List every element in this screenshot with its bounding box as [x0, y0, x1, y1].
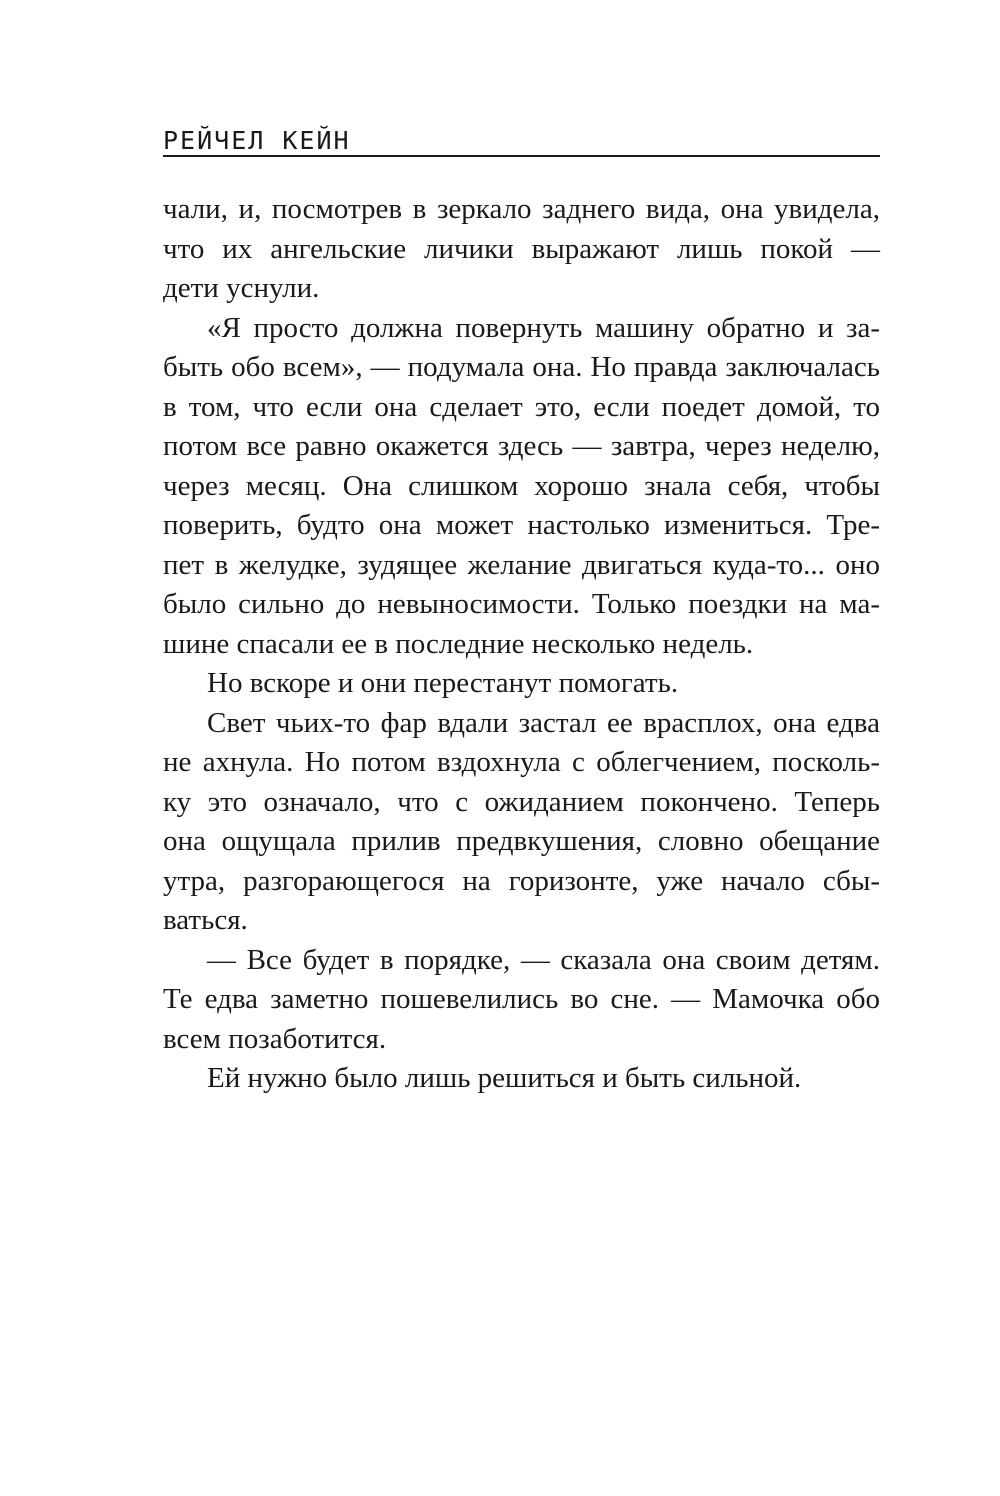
text-line: Но вскоре и они перестанут помогать. [207, 667, 679, 699]
body-text [163, 190, 880, 1099]
text-line: чали, и, посмотрев в зеркало заднего вида, она увидела, [163, 193, 880, 225]
running-header-author: РЕЙЧЕЛ КЕЙН [163, 126, 351, 155]
text-line: Свет чьих-то фар вдали застал ее врасплох, она едва [207, 706, 880, 739]
paragraph [163, 190, 880, 309]
paragraph [163, 309, 880, 665]
paragraph [163, 704, 880, 941]
text-line: через месяц. Она слишком хорошо знала себя, чтобы [163, 469, 880, 502]
text-line: поверить, будто она может настолько измениться. Тре- [163, 509, 880, 541]
paragraph [163, 1059, 880, 1099]
text-line: дети уснули. [163, 272, 320, 304]
text-line: Те едва заметно пошевелились во сне. — Мамочка обо [163, 983, 880, 1015]
text-line: быть обо всем», — подумала она. Но правда заключалась [163, 351, 880, 383]
text-line: не ахнула. Но потом вздохнула с облегчением, посколь- [163, 746, 880, 778]
text-line: ваться. [163, 904, 248, 936]
text-line: Ей нужно было лишь решиться и быть сильной. [207, 1062, 802, 1094]
text-line: «Я просто должна повернуть машину обратно и за- [207, 311, 880, 344]
text-line: пет в желудке, зудящее желание двигаться куда-то... оно [163, 548, 880, 581]
text-line: утра, разгорающегося на горизонте, уже начало сбы- [163, 864, 880, 897]
text-line: потом все равно окажется здесь — завтра, через неделю, [163, 430, 880, 462]
text-line: всем позаботится. [163, 1022, 387, 1055]
text-line: что их ангельские личики выражают лишь покой — [163, 232, 880, 265]
header-divider [163, 155, 880, 157]
text-line: ку это означало, что с ожиданием покончено. Теперь [163, 785, 880, 818]
paragraph [163, 664, 880, 704]
paragraph [163, 941, 880, 1060]
text-line: шине спасали ее в последние несколько недель. [163, 627, 754, 660]
text-line: в том, что если она сделает это, если поедет домой, то [163, 390, 880, 423]
text-line: она ощущала прилив предвкушения, словно обещание [163, 825, 880, 857]
text-line: — Все будет в порядке, — сказала она своим детям. [207, 943, 880, 976]
text-line: было сильно до невыносимости. Только поездки на ма- [163, 588, 880, 620]
